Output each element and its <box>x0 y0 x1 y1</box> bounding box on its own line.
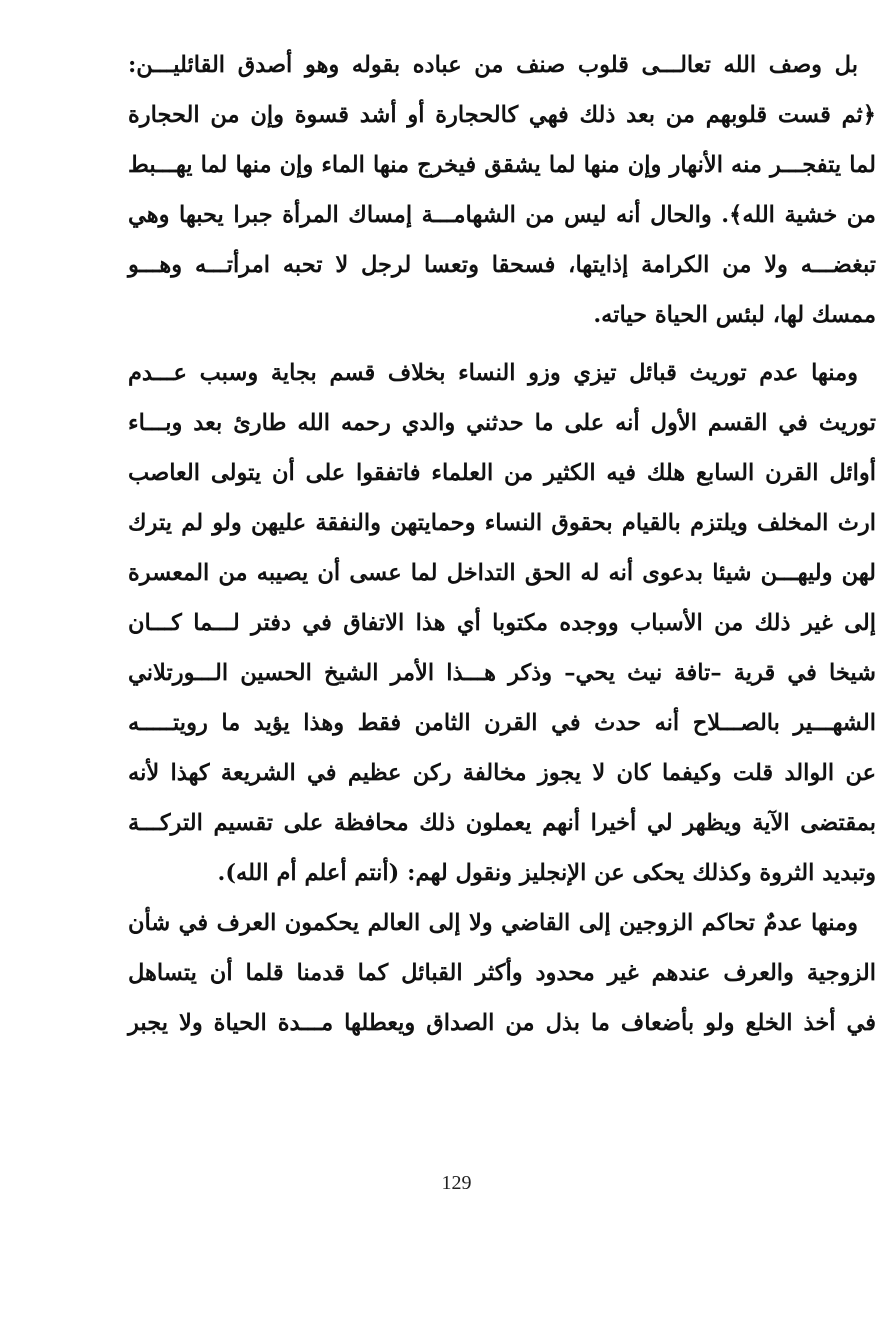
text-line: أوائل القرن السابع هلك فيه الكثير من العلماء فاتفقوا على أن يتولى العاصب <box>128 460 876 486</box>
text-line: عن الوالد قلت وكيفما كان لا يجوز مخالفة ركن عظيم في الشريعة كهذا لأنه <box>128 760 876 786</box>
body-text <box>128 40 876 1048</box>
text-line: تبغضـــه ولا من الكرامة إذايتها، فسحقا وتعسا لرجل لا تحبه امرأتـــه وهـــو <box>128 252 876 278</box>
text-line: بمقتضى الآية ويظهر لي أخيرا أنهم يعملون ذلك محافظة على تقسيم التركـــة <box>128 810 876 836</box>
text-line: إلى غير ذلك من الأسباب ووجده مكتوبا أي هذا الاتفاق في دفتر لـــما كـــان <box>128 610 876 636</box>
text-line: ارث المخلف ويلتزم بالقيام بحقوق النساء وحمايتهن والنفقة عليهن ولو لم يترك <box>128 510 876 536</box>
text-line: ﴿ثم قست قلوبهم من بعد ذلك فهي كالحجارة أو أشد قسوة وإن من الحجارة <box>128 102 876 128</box>
text-line: بل وصف الله تعالـــى قلوب صنف من عباده بقوله وهو أصدق القائليـــن: <box>128 52 858 78</box>
text-line: ممسك لها، لبئس الحياة حياته. <box>593 302 876 328</box>
text-line: شيخا في قرية –تافة نيث يحي– وذكر هـــذا الأمر الشيخ الحسين الـــورتلاني <box>128 660 876 686</box>
text-line: توريث في القسم الأول أنه على ما حدثني والدي رحمه الله طارئ بعد وبـــاء <box>128 410 876 436</box>
text-line: من خشية الله﴾. والحال أنه ليس من الشهامـــة إمساك المرأة جبرا يحبها وهي <box>128 202 876 228</box>
text-line: لهن وليهـــن شيئا بدعوى أنه له الحق التداخل لما عسى أن يصيبه من المعسرة <box>128 560 876 586</box>
text-line: الشهـــير بالصـــلاح أنه حدث في القرن الثامن فقط وهذا يؤيد ما رويتـــــه <box>128 710 876 736</box>
text-line: الزوجية والعرف عندهم غير محدود وأكثر القبائل كما قدمنا قلما أن يتساهل <box>128 960 876 986</box>
text-line: لما يتفجـــر منه الأنهار وإن منها لما يشقق فيخرج منها الماء وإن منها لما يهـــبط <box>128 152 876 178</box>
text-line: ومنها عدم توريث قبائل تيزي وزو النساء بخلاف قسم بجاية وسبب عـــدم <box>128 360 858 386</box>
text-line: ومنها عدمٌ تحاكم الزوجين إلى القاضي ولا إلى العالم يحكمون العرف في شأن <box>128 910 858 936</box>
page-number: 129 <box>441 1172 472 1194</box>
text-line: وتبديد الثروة وكذلك يحكى عن الإنجليز ونقول لهم: (أنتم أعلم أم الله). <box>217 860 876 886</box>
text-line: في أخذ الخلع ولو بأضعاف ما بذل من الصداق ويعطلها مـــدة الحياة ولا يجبر <box>128 1010 876 1036</box>
